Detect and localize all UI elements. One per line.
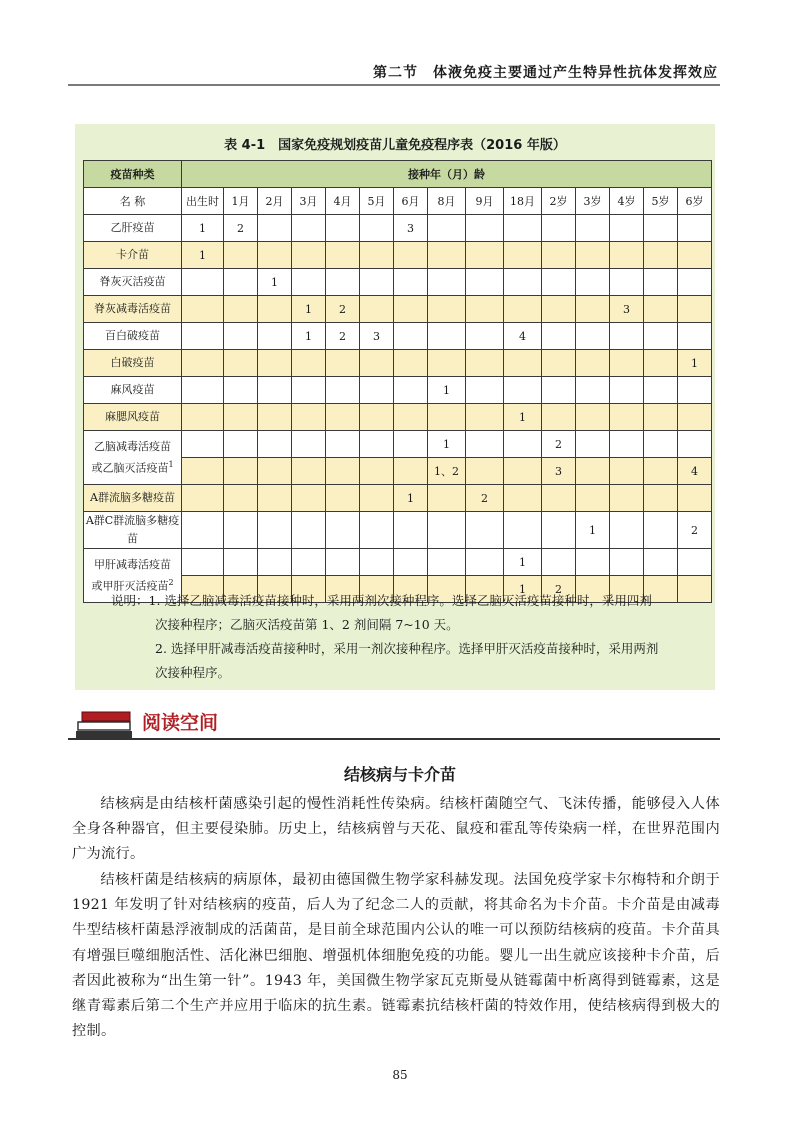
dose-cell bbox=[576, 215, 610, 242]
vaccine-row bbox=[84, 350, 712, 377]
dose-cell bbox=[326, 431, 360, 458]
dose-cell bbox=[428, 296, 466, 323]
dose-cell bbox=[394, 323, 428, 350]
article-paragraph-2: 结核杆菌是结核病的病原体，最初由德国微生物学家科赫发现。法国免疫学家卡尔梅特和介朗于 1921 年发明了针对结核病的疫苗，后人为了纪念二人的贡献，将其命名为卡介苗。卡介苗是由减毒牛型结核杆菌悬浮液制成的活菌苗，是目前全球范围内公认的唯一可以预防结核病的疫苗。卡介苗具有增强巨噬细胞活性、活化淋巴细胞、增强机体细胞免疫的功能。婴儿一出生就应该接种卡介苗，后者因此被称为“出生第一针”。1943 年，美国微生物学家瓦克斯曼从链霉菌中析离得到链霉素，这是继青霉素后第二个生产并应用于临床的抗生素。链霉素抗结核杆菌的特效作用，使结核病得到极大的控制。 bbox=[72, 872, 720, 1040]
dose-cell bbox=[428, 404, 466, 431]
dose-cell bbox=[258, 431, 292, 458]
dose-cell bbox=[292, 269, 326, 296]
dose-cell bbox=[292, 549, 326, 576]
age-column-header: 出生时 bbox=[182, 188, 224, 215]
dose-cell: 3 bbox=[394, 215, 428, 242]
dose-cell: 1 bbox=[504, 404, 542, 431]
dose-cell bbox=[258, 512, 292, 549]
vaccine-row bbox=[84, 512, 712, 549]
dose-cell bbox=[292, 485, 326, 512]
vaccine-name: 脊灰减毒活疫苗 bbox=[84, 296, 182, 323]
dose-cell: 1 bbox=[292, 323, 326, 350]
dose-cell bbox=[258, 458, 292, 485]
dose-cell bbox=[576, 323, 610, 350]
dose-cell bbox=[542, 242, 576, 269]
book-stack-icon bbox=[76, 710, 134, 740]
dose-cell bbox=[360, 549, 394, 576]
dose-cell bbox=[466, 458, 504, 485]
age-column-header: 6岁 bbox=[678, 188, 712, 215]
age-column-header: 2月 bbox=[258, 188, 292, 215]
table-age-row bbox=[84, 188, 712, 215]
vaccine-name: 卡介苗 bbox=[84, 242, 182, 269]
dose-cell bbox=[466, 296, 504, 323]
dose-cell bbox=[394, 549, 428, 576]
dose-cell bbox=[644, 431, 678, 458]
page-number: 85 bbox=[392, 1068, 408, 1082]
dose-cell bbox=[678, 431, 712, 458]
vaccine-name bbox=[84, 431, 182, 485]
dose-cell bbox=[360, 512, 394, 549]
immunization-table-panel bbox=[75, 124, 715, 690]
dose-cell bbox=[394, 377, 428, 404]
age-column-header: 5岁 bbox=[644, 188, 678, 215]
dose-cell bbox=[224, 269, 258, 296]
dose-cell: 2 bbox=[466, 485, 504, 512]
dose-cell: 2 bbox=[678, 512, 712, 549]
dose-cell: 1 bbox=[428, 431, 466, 458]
vaccine-type-header: 疫苗种类 bbox=[84, 161, 182, 188]
dose-cell bbox=[224, 458, 258, 485]
dose-cell bbox=[610, 242, 644, 269]
dose-cell: 4 bbox=[678, 458, 712, 485]
dose-cell bbox=[360, 431, 394, 458]
dose-cell bbox=[644, 215, 678, 242]
dose-cell: 1 bbox=[504, 549, 542, 576]
note-2-line-1: 2. 选择甲肝减毒活疫苗接种时，采用一剂次接种程序。选择甲肝灭活疫苗接种时，采用两剂 bbox=[155, 641, 659, 656]
dose-cell bbox=[504, 458, 542, 485]
dose-cell bbox=[466, 549, 504, 576]
dose-cell bbox=[258, 215, 292, 242]
dose-cell: 1 bbox=[182, 242, 224, 269]
vaccine-row bbox=[84, 485, 712, 512]
dose-cell bbox=[224, 431, 258, 458]
dose-cell bbox=[182, 377, 224, 404]
dose-cell bbox=[428, 512, 466, 549]
dose-cell bbox=[466, 350, 504, 377]
dose-cell bbox=[292, 215, 326, 242]
age-header: 接种年（月）龄 bbox=[182, 161, 712, 188]
age-column-header: 6月 bbox=[394, 188, 428, 215]
dose-cell bbox=[504, 431, 542, 458]
dose-cell bbox=[182, 431, 224, 458]
dose-cell bbox=[644, 377, 678, 404]
dose-cell bbox=[644, 404, 678, 431]
dose-cell bbox=[428, 549, 466, 576]
dose-cell bbox=[224, 512, 258, 549]
dose-cell bbox=[466, 215, 504, 242]
age-column-header: 3岁 bbox=[576, 188, 610, 215]
dose-cell bbox=[182, 296, 224, 323]
dose-cell bbox=[258, 323, 292, 350]
dose-cell bbox=[504, 350, 542, 377]
vaccine-name-line-1: 甲肝减毒活疫苗 bbox=[94, 557, 171, 571]
dose-cell bbox=[644, 323, 678, 350]
dose-cell bbox=[428, 323, 466, 350]
dose-cell bbox=[224, 242, 258, 269]
dose-cell bbox=[644, 350, 678, 377]
dose-cell bbox=[292, 404, 326, 431]
dose-cell bbox=[678, 323, 712, 350]
dose-cell bbox=[644, 296, 678, 323]
header-rule bbox=[68, 84, 720, 86]
dose-cell bbox=[466, 431, 504, 458]
vaccine-name: A群C群流脑多糖疫苗 bbox=[84, 512, 182, 549]
dose-cell bbox=[326, 377, 360, 404]
reading-section-header bbox=[68, 706, 720, 740]
dose-cell bbox=[224, 323, 258, 350]
dose-cell bbox=[394, 350, 428, 377]
dose-cell bbox=[576, 458, 610, 485]
note-2-line-2: 次接种程序。 bbox=[155, 665, 231, 680]
dose-cell bbox=[360, 269, 394, 296]
table-note-1 bbox=[111, 590, 731, 612]
age-column-header: 4月 bbox=[326, 188, 360, 215]
dose-cell bbox=[644, 242, 678, 269]
vaccine-name-line-2-wrap bbox=[84, 456, 181, 478]
dose-cell bbox=[542, 485, 576, 512]
dose-cell bbox=[326, 404, 360, 431]
dose-cell bbox=[542, 549, 576, 576]
dose-cell bbox=[258, 377, 292, 404]
dose-cell bbox=[326, 549, 360, 576]
vaccine-row bbox=[84, 404, 712, 431]
dose-cell: 2 bbox=[224, 215, 258, 242]
dose-cell bbox=[644, 512, 678, 549]
dose-cell bbox=[258, 242, 292, 269]
age-column-header: 3月 bbox=[292, 188, 326, 215]
dose-cell bbox=[542, 350, 576, 377]
dose-cell bbox=[258, 485, 292, 512]
dose-cell bbox=[224, 377, 258, 404]
dose-cell bbox=[504, 215, 542, 242]
dose-cell bbox=[292, 377, 326, 404]
vaccine-row bbox=[84, 431, 712, 458]
dose-cell bbox=[576, 404, 610, 431]
vaccine-name: 麻风疫苗 bbox=[84, 377, 182, 404]
dose-cell bbox=[644, 485, 678, 512]
article-paragraph-1: 结核病是由结核杆菌感染引起的慢性消耗性传染病。结核杆菌随空气、飞沫传播，能够侵入人体全身各种器官，但主要侵染肺。历史上，结核病曾与天花、鼠疫和霍乱等传染病一样，在世界范围内广为流行。 bbox=[72, 796, 720, 863]
vaccine-row bbox=[84, 377, 712, 404]
dose-cell bbox=[326, 512, 360, 549]
dose-cell bbox=[466, 512, 504, 549]
dose-cell bbox=[182, 323, 224, 350]
age-column-header: 8月 bbox=[428, 188, 466, 215]
vaccine-row bbox=[84, 549, 712, 576]
age-column-header: 5月 bbox=[360, 188, 394, 215]
dose-cell bbox=[542, 296, 576, 323]
dose-cell bbox=[678, 269, 712, 296]
dose-cell bbox=[360, 404, 394, 431]
dose-cell: 1 bbox=[576, 512, 610, 549]
vaccine-name: A群流脑多糖疫苗 bbox=[84, 485, 182, 512]
dose-cell: 1 bbox=[182, 215, 224, 242]
dose-cell: 1 bbox=[428, 377, 466, 404]
dose-cell bbox=[394, 404, 428, 431]
age-column-header: 2岁 bbox=[542, 188, 576, 215]
dose-cell bbox=[428, 242, 466, 269]
dose-cell bbox=[610, 215, 644, 242]
dose-cell bbox=[360, 485, 394, 512]
dose-cell: 2 bbox=[326, 323, 360, 350]
dose-cell bbox=[678, 215, 712, 242]
dose-cell bbox=[428, 485, 466, 512]
age-column-header: 1月 bbox=[224, 188, 258, 215]
dose-cell: 1 bbox=[678, 350, 712, 377]
vaccine-name-line-2: 或乙脑灭活疫苗 bbox=[91, 461, 169, 475]
dose-cell bbox=[258, 404, 292, 431]
dose-cell bbox=[610, 485, 644, 512]
table-title: 表 4-1 国家免疫规划疫苗儿童免疫程序表（2016 年版） bbox=[224, 138, 566, 153]
dose-cell bbox=[292, 458, 326, 485]
note-1-line-1: 1. 选择乙脑减毒活疫苗接种时，采用两剂次接种程序。选择乙脑灭活疫苗接种时，采用四剂 bbox=[148, 593, 652, 608]
dose-cell bbox=[610, 549, 644, 576]
footnote-marker: 1 bbox=[168, 459, 174, 469]
dose-cell: 3 bbox=[360, 323, 394, 350]
dose-cell bbox=[326, 242, 360, 269]
dose-cell bbox=[224, 404, 258, 431]
dose-cell bbox=[360, 377, 394, 404]
dose-cell bbox=[576, 485, 610, 512]
dose-cell bbox=[576, 431, 610, 458]
dose-cell: 2 bbox=[326, 296, 360, 323]
dose-cell bbox=[182, 404, 224, 431]
dose-cell bbox=[610, 431, 644, 458]
dose-cell bbox=[542, 215, 576, 242]
vaccine-row bbox=[84, 323, 712, 350]
dose-cell bbox=[360, 215, 394, 242]
dose-cell bbox=[224, 296, 258, 323]
dose-cell bbox=[224, 350, 258, 377]
dose-cell bbox=[360, 242, 394, 269]
age-column-header: 4岁 bbox=[610, 188, 644, 215]
dose-cell bbox=[576, 549, 610, 576]
vaccine-name: 白破疫苗 bbox=[84, 350, 182, 377]
dose-cell bbox=[182, 549, 224, 576]
dose-cell bbox=[258, 350, 292, 377]
note-label: 说明： bbox=[111, 593, 149, 608]
dose-cell bbox=[678, 377, 712, 404]
dose-cell bbox=[610, 512, 644, 549]
dose-cell bbox=[678, 296, 712, 323]
dose-cell bbox=[224, 549, 258, 576]
dose-cell bbox=[504, 242, 542, 269]
dose-cell bbox=[394, 458, 428, 485]
dose-cell bbox=[258, 296, 292, 323]
running-header: 第二节 体液免疫主要通过产生特异性抗体发挥效应 bbox=[373, 65, 718, 81]
dose-cell bbox=[542, 323, 576, 350]
dose-cell bbox=[182, 512, 224, 549]
reading-section-title: 阅读空间 bbox=[142, 712, 219, 734]
dose-cell bbox=[292, 350, 326, 377]
dose-cell bbox=[542, 404, 576, 431]
vaccine-name: 百白破疫苗 bbox=[84, 323, 182, 350]
reading-section-rule bbox=[68, 738, 720, 740]
dose-cell bbox=[576, 350, 610, 377]
dose-cell bbox=[504, 269, 542, 296]
dose-cell bbox=[360, 350, 394, 377]
dose-cell bbox=[182, 269, 224, 296]
dose-cell bbox=[466, 323, 504, 350]
vaccine-name: 麻腮风疫苗 bbox=[84, 404, 182, 431]
dose-cell: 3 bbox=[610, 296, 644, 323]
dose-cell bbox=[394, 296, 428, 323]
dose-cell bbox=[466, 404, 504, 431]
vaccine-row bbox=[84, 269, 712, 296]
dose-cell bbox=[326, 269, 360, 296]
dose-cell bbox=[428, 350, 466, 377]
dose-cell bbox=[644, 549, 678, 576]
dose-cell bbox=[360, 296, 394, 323]
dose-cell bbox=[610, 323, 644, 350]
dose-cell: 1 bbox=[292, 296, 326, 323]
dose-cell bbox=[678, 404, 712, 431]
dose-cell bbox=[610, 350, 644, 377]
dose-cell bbox=[504, 485, 542, 512]
dose-cell bbox=[326, 350, 360, 377]
vaccine-name: 脊灰灭活疫苗 bbox=[84, 269, 182, 296]
vaccine-row bbox=[84, 242, 712, 269]
vaccine-name: 乙肝疫苗 bbox=[84, 215, 182, 242]
article-title: 结核病与卡介苗 bbox=[343, 765, 456, 784]
dose-cell: 1、2 bbox=[428, 458, 466, 485]
dose-cell bbox=[610, 458, 644, 485]
dose-cell bbox=[292, 512, 326, 549]
dose-cell bbox=[394, 512, 428, 549]
dose-cell bbox=[678, 485, 712, 512]
dose-cell bbox=[182, 458, 224, 485]
dose-cell bbox=[678, 549, 712, 576]
age-column-header: 9月 bbox=[466, 188, 504, 215]
dose-cell bbox=[224, 485, 258, 512]
dose-cell bbox=[466, 269, 504, 296]
name-header: 名 称 bbox=[84, 188, 182, 215]
dose-cell bbox=[428, 215, 466, 242]
dose-cell bbox=[292, 431, 326, 458]
dose-cell: 1 bbox=[258, 269, 292, 296]
dose-cell bbox=[542, 377, 576, 404]
dose-cell: 1 bbox=[394, 485, 428, 512]
table-header-row bbox=[84, 161, 712, 188]
vaccine-name-line-1: 乙脑减毒活疫苗 bbox=[94, 439, 171, 453]
dose-cell bbox=[326, 215, 360, 242]
dose-cell bbox=[576, 242, 610, 269]
dose-cell: 2 bbox=[542, 576, 576, 603]
dose-cell bbox=[504, 377, 542, 404]
dose-cell bbox=[360, 458, 394, 485]
dose-cell bbox=[504, 296, 542, 323]
dose-cell bbox=[394, 242, 428, 269]
dose-cell bbox=[326, 485, 360, 512]
dose-cell bbox=[542, 512, 576, 549]
dose-cell bbox=[326, 458, 360, 485]
age-column-header: 18月 bbox=[504, 188, 542, 215]
dose-cell: 2 bbox=[542, 431, 576, 458]
vaccine-name-line-2: 或甲肝灭活疫苗 bbox=[91, 579, 169, 593]
dose-cell bbox=[576, 269, 610, 296]
dose-cell bbox=[576, 377, 610, 404]
immunization-schedule-table bbox=[83, 160, 712, 603]
dose-cell bbox=[644, 458, 678, 485]
dose-cell: 1 bbox=[504, 576, 542, 603]
dose-cell bbox=[610, 269, 644, 296]
vaccine-row bbox=[84, 215, 712, 242]
dose-cell bbox=[258, 549, 292, 576]
dose-cell bbox=[182, 350, 224, 377]
dose-cell bbox=[504, 512, 542, 549]
footnote-marker: 2 bbox=[168, 577, 174, 587]
dose-cell bbox=[292, 242, 326, 269]
dose-cell bbox=[610, 377, 644, 404]
dose-cell bbox=[394, 431, 428, 458]
dose-cell bbox=[576, 296, 610, 323]
dose-cell: 3 bbox=[542, 458, 576, 485]
dose-cell bbox=[466, 377, 504, 404]
dose-cell bbox=[428, 269, 466, 296]
dose-cell bbox=[678, 242, 712, 269]
note-1-line-2: 次接种程序；乙脑灭活疫苗第 1、2 剂间隔 7~10 天。 bbox=[155, 617, 459, 632]
dose-cell bbox=[466, 242, 504, 269]
dose-cell bbox=[644, 269, 678, 296]
dose-cell bbox=[394, 269, 428, 296]
dose-cell bbox=[610, 404, 644, 431]
vaccine-row bbox=[84, 296, 712, 323]
dose-cell bbox=[182, 485, 224, 512]
dose-cell bbox=[542, 269, 576, 296]
dose-cell: 4 bbox=[504, 323, 542, 350]
